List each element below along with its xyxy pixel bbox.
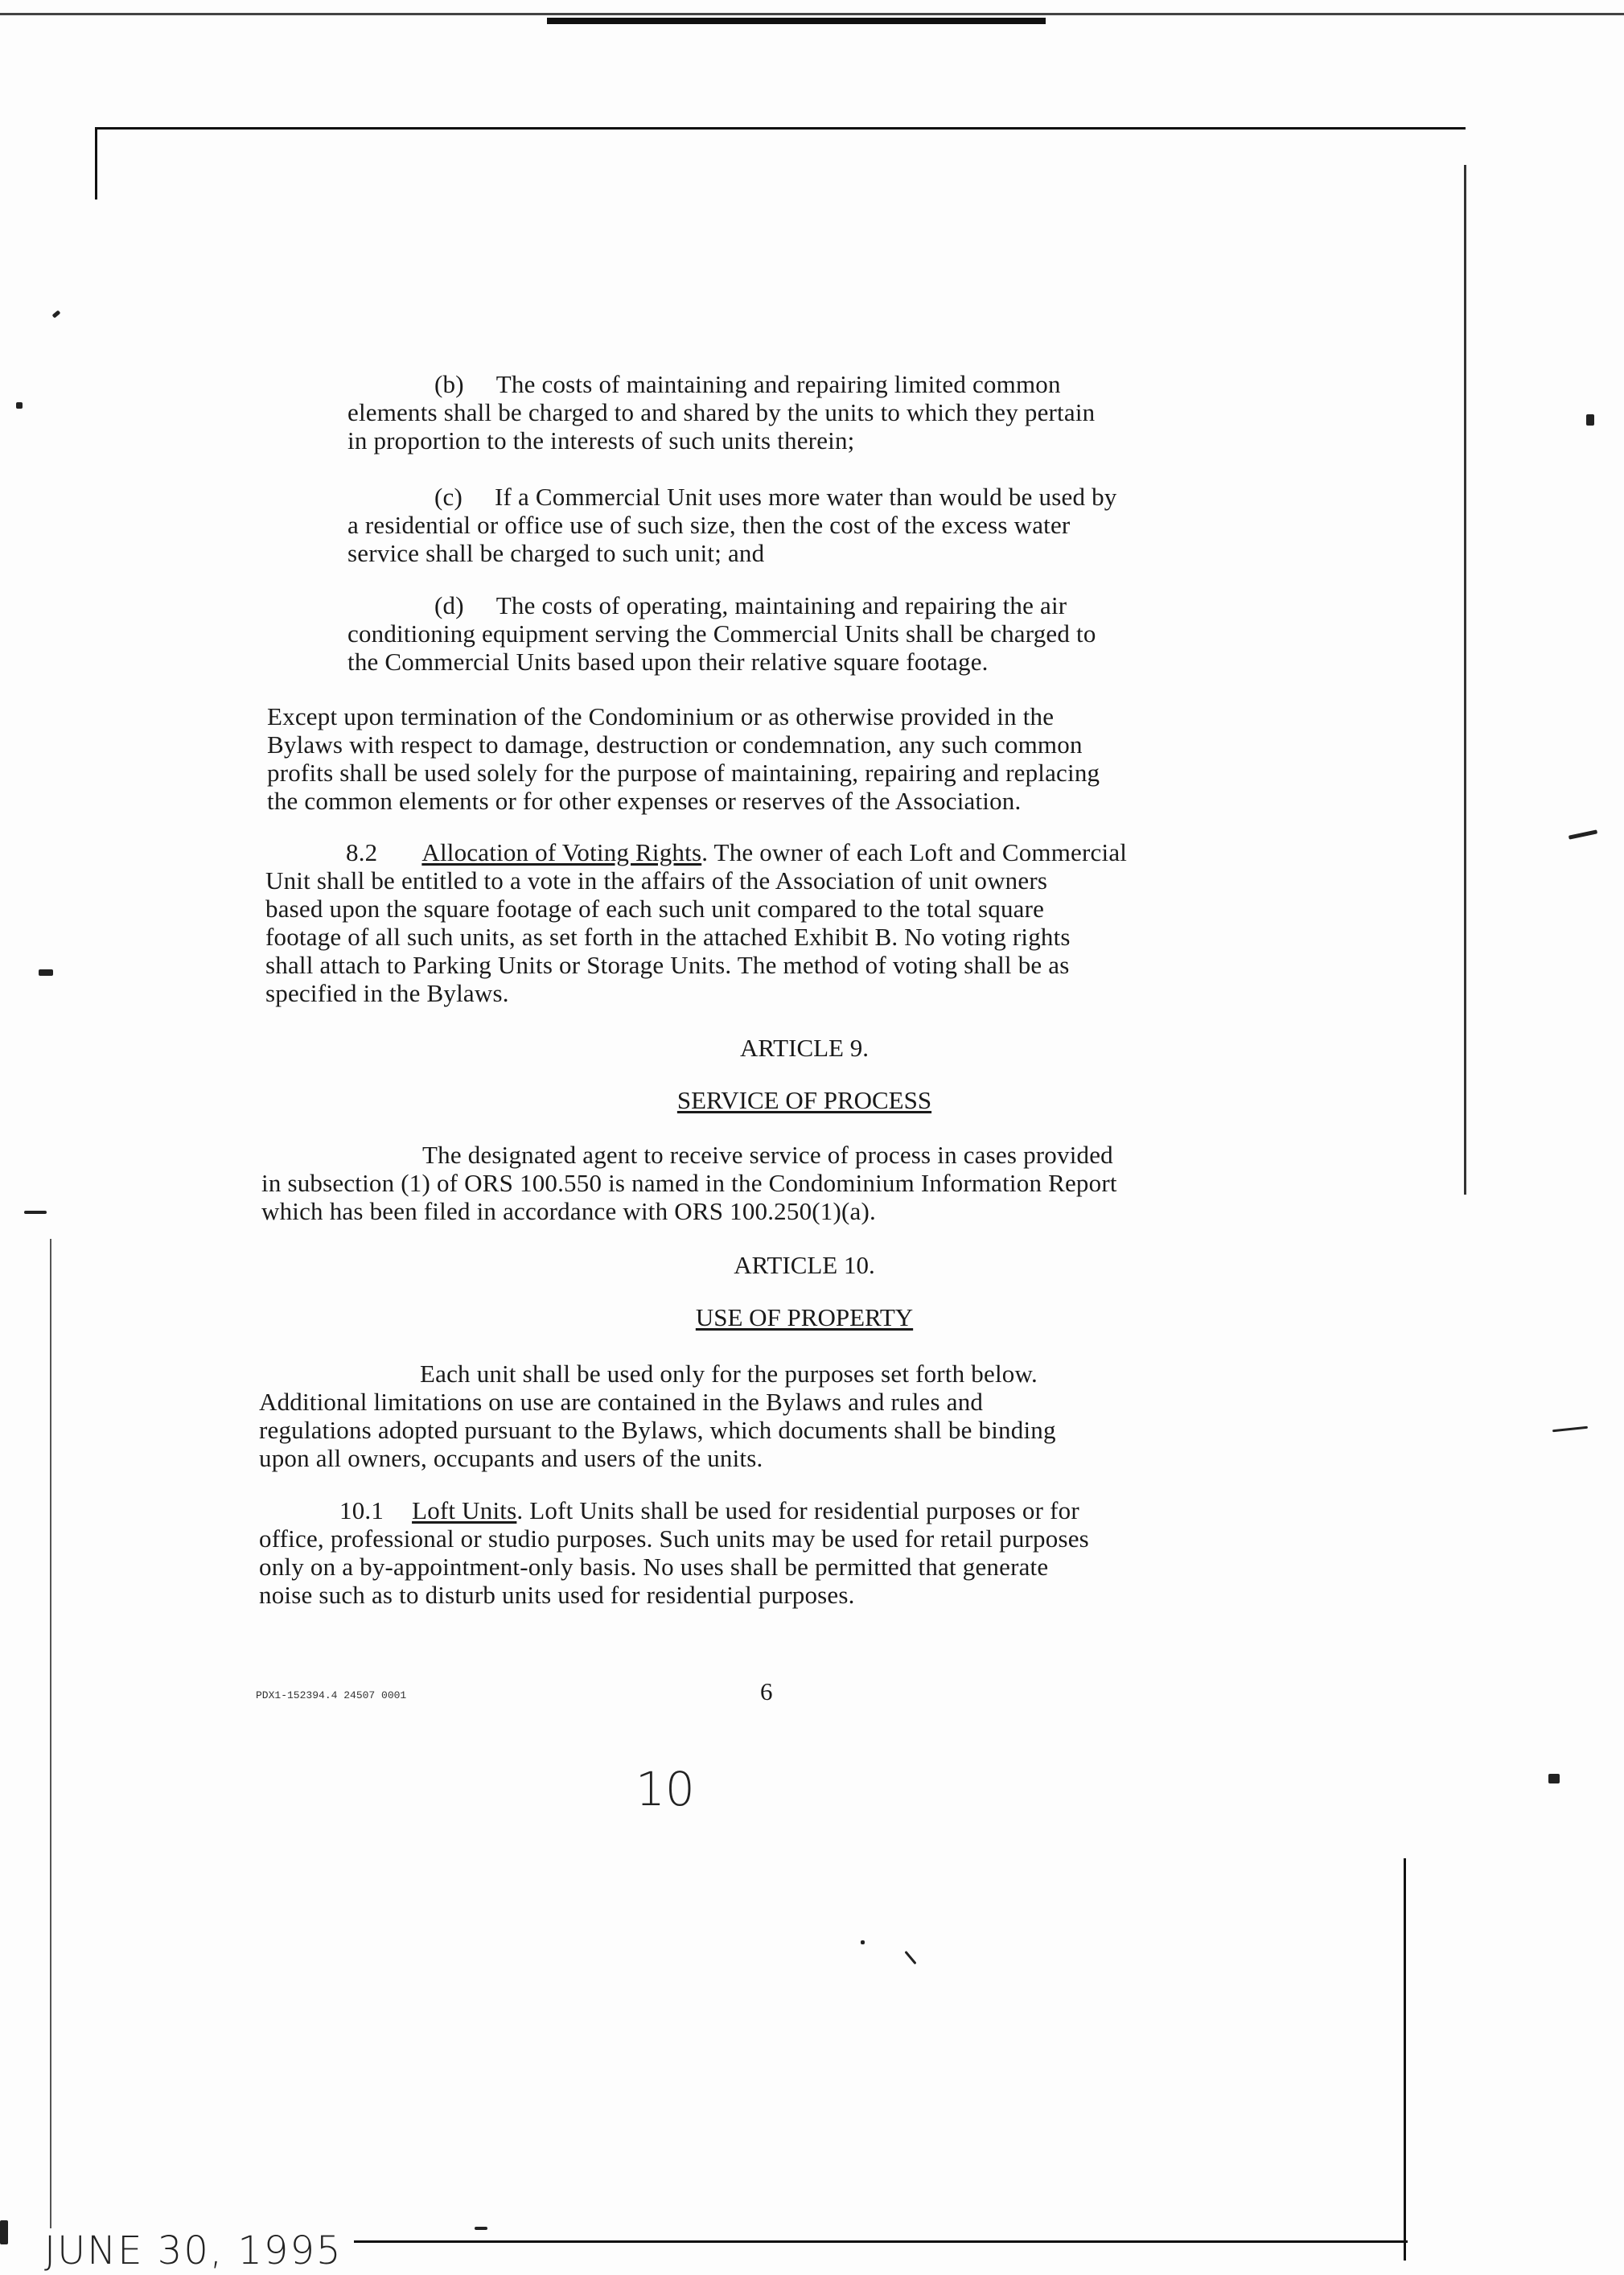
article-10-line: Additional limitations on use are contained in the Bylaws and rules and	[259, 1388, 984, 1416]
article-10-subtitle: USE OF PROPERTY	[695, 1303, 914, 1331]
article-9-line: in subsection (1) of ORS 100.550 is named in the Condominium Information Report	[261, 1169, 1117, 1197]
article-10-line: upon all owners, occupants and users of the units.	[259, 1444, 763, 1472]
item-b-line: in proportion to the interests of such units therein;	[347, 426, 855, 455]
item-d-line: The costs of operating, maintaining and repairing the air	[495, 591, 1067, 619]
handwritten-page-number: 10	[635, 1762, 695, 1816]
section-line: shall attach to Parking Units or Storage Units. The method of voting shall be as	[265, 951, 1070, 979]
item-b-line: elements shall be charged to and shared by the units to which they pertain	[347, 398, 1096, 426]
section-number: 8.2	[346, 838, 378, 866]
except-paragraph	[267, 702, 1361, 815]
except-line: the common elements or for other expenses or reserves of the Association.	[267, 787, 1022, 815]
article-9-line: which has been filed in accordance with ORS 100.250(1)(a).	[261, 1197, 876, 1225]
article-10-title: ARTICLE 10.	[734, 1251, 875, 1279]
item-b	[347, 370, 1353, 455]
scan-speck	[0, 2220, 8, 2244]
frame-bottom	[354, 2240, 1408, 2243]
except-line: profits shall be used solely for the purpose of maintaining, repairing and replacing	[267, 759, 1100, 787]
scan-speck	[24, 1211, 47, 1214]
article-9-body	[261, 1141, 1363, 1225]
scan-speck	[1552, 1426, 1588, 1433]
frame-right	[1464, 165, 1466, 1195]
article-9-subtitle: SERVICE OF PROCESS	[676, 1086, 932, 1114]
item-d-line: conditioning equipment serving the Commercial Units shall be charged to	[347, 619, 1096, 648]
section-heading: Allocation of Voting Rights	[421, 838, 702, 866]
section-line: . Loft Units shall be used for residential purposes or for	[516, 1496, 1079, 1524]
item-d-line: the Commercial Units based upon their relative square footage.	[347, 648, 989, 676]
top-scan-dark-band	[547, 18, 1046, 24]
except-line: Bylaws with respect to damage, destruction or condemnation, any such common	[267, 730, 1083, 759]
item-c	[347, 483, 1353, 567]
section-line: Unit shall be entitled to a vote in the affairs of the Association of unit owners	[265, 866, 1048, 895]
top-scan-edge	[0, 13, 1624, 15]
section-line: noise such as to disturb units used for residential purposes.	[259, 1581, 855, 1609]
section-line: footage of all such units, as set forth in the attached Exhibit B. No voting rights	[265, 923, 1071, 951]
scan-speck	[1586, 414, 1594, 426]
section-line: only on a by-appointment-only basis. No uses shall be permitted that generate	[259, 1553, 1049, 1581]
scan-speck	[1568, 829, 1597, 839]
item-c-line: service shall be charged to such unit; and	[347, 539, 765, 567]
article-10-line: regulations adopted pursuant to the Bylaws, which documents shall be binding	[259, 1416, 1056, 1444]
frame-right-bottom	[1404, 1858, 1406, 2261]
item-b-label: (b)	[434, 370, 464, 398]
item-c-line: a residential or office use of such size, then the cost of the excess water	[347, 511, 1071, 539]
section-line: based upon the square footage of each such unit compared to the total square	[265, 895, 1045, 923]
item-b-line: The costs of maintaining and repairing limited common	[495, 370, 1061, 398]
scan-speck	[52, 310, 61, 318]
section-heading: Loft Units	[412, 1496, 517, 1524]
scan-speck	[39, 969, 53, 976]
frame-left-bottom	[50, 1239, 51, 2228]
scan-speck	[904, 1951, 916, 1964]
article-10-body	[259, 1360, 1361, 1472]
section-number: 10.1	[339, 1496, 384, 1524]
page-number: 6	[760, 1677, 773, 1705]
item-c-label: (c)	[434, 483, 463, 511]
section-10-1	[259, 1496, 1361, 1609]
section-line: office, professional or studio purposes. Such units may be used for retail purposes	[259, 1524, 1089, 1553]
article-10-line: Each unit shall be used only for the purposes set forth below.	[420, 1360, 1038, 1388]
scan-speck	[16, 402, 23, 409]
item-d	[347, 591, 1353, 676]
article-9-title: ARTICLE 9.	[739, 1034, 869, 1062]
section-line: . The owner of each Loft and Commercial	[701, 838, 1128, 866]
handwritten-date: JUNE 30, 1995	[44, 2228, 343, 2273]
section-line: specified in the Bylaws.	[265, 979, 509, 1007]
item-d-label: (d)	[434, 591, 464, 619]
section-8-2	[265, 838, 1359, 1007]
article-9-line: The designated agent to receive service of process in cases provided	[422, 1141, 1113, 1169]
frame-left-top	[95, 127, 97, 200]
scan-speck	[861, 1940, 865, 1944]
frame-top	[95, 127, 1466, 130]
scan-speck	[475, 2227, 487, 2230]
item-c-line: If a Commercial Unit uses more water than would be used by	[495, 483, 1117, 511]
except-line: Except upon termination of the Condominium or as otherwise provided in the	[267, 702, 1055, 730]
document-code: PDX1-152394.4 24507 0001	[256, 1689, 407, 1701]
scan-speck	[1548, 1774, 1560, 1783]
